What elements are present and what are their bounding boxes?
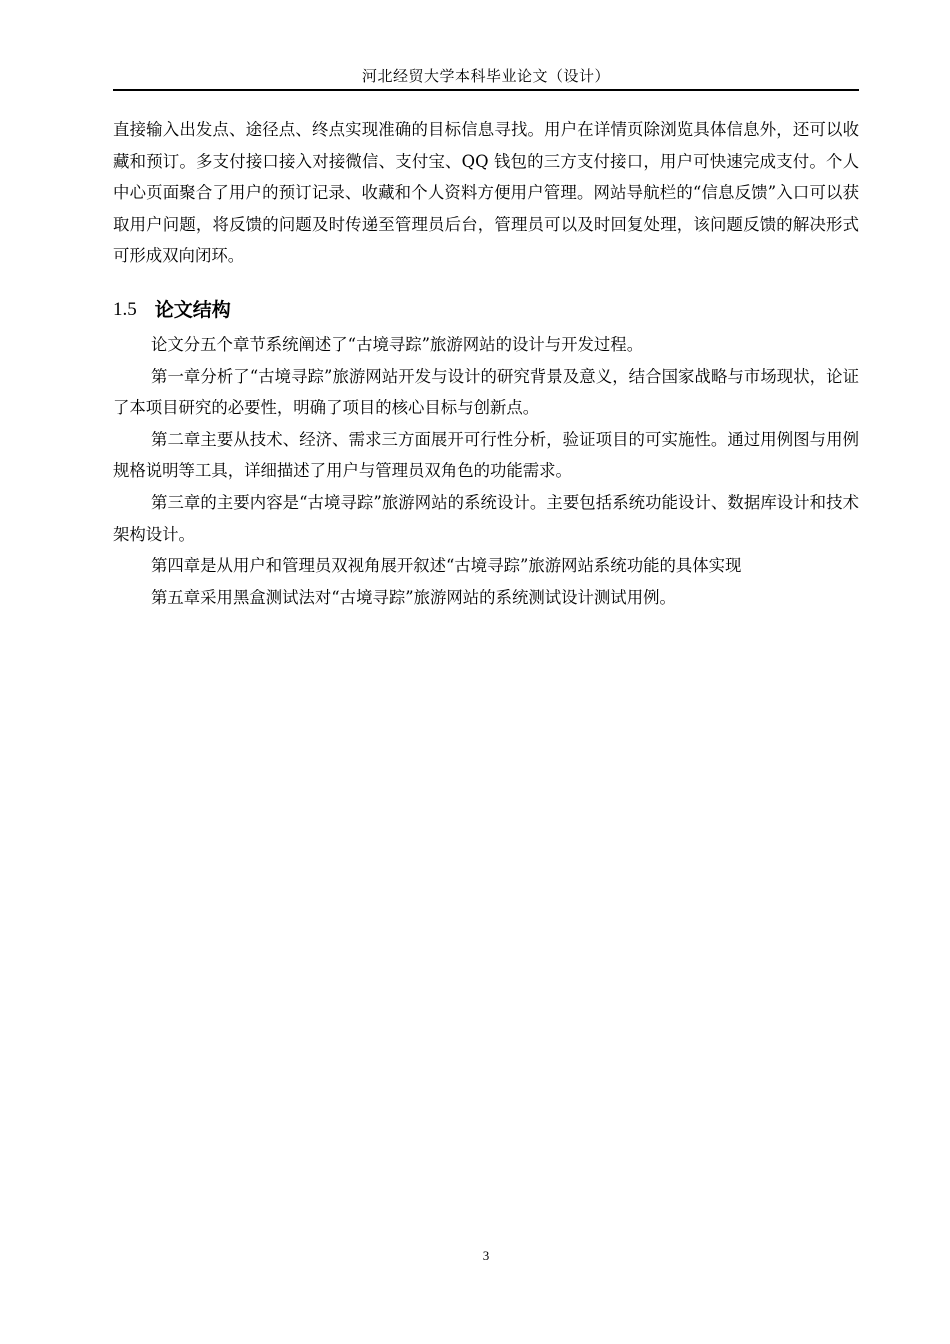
paragraph-chapter-2: 第二章主要从技术、经济、需求三方面展开可行性分析，验证项目的可实施性。通过用例图与用例规格说明等工具，详细描述了用户与管理员双角色的功能需求。 bbox=[113, 429, 859, 481]
continued-paragraph: 直接输入出发点、途径点、终点实现准确的目标信息寻找。用户在详情页除浏览具体信息外，还可以收藏和预订。多支付接口接入对接微信、支付宝、QQ 钱包的三方支付接口，用户可快速完成支付。个人中心页面聚合了用户的预订记录、收藏和个人资料方便用户管理。网站导航栏的“信息反馈”入口可以获取用户问题，将反馈的问题及时传递至管理员后台，管理员可以及时回复处理，该问题反馈的解决形式可形成双向闭环。 bbox=[113, 120, 859, 266]
paragraph-chapter-5: 第五章采用黑盒测试法对“古境寻踪”旅游网站的系统测试设计测试用例。 bbox=[151, 587, 676, 607]
section-title: 论文结构 bbox=[154, 298, 231, 321]
paragraph-chapter-4: 第四章是从用户和管理员双视角展开叙述“古境寻踪”旅游网站系统功能的具体实现 bbox=[151, 556, 742, 576]
section-number: 1.5 bbox=[113, 298, 137, 320]
paragraph-overview: 论文分五个章节系统阐述了“古境寻踪”旅游网站的设计与开发过程。 bbox=[151, 334, 644, 354]
paragraph-chapter-1: 第一章分析了“古境寻踪”旅游网站开发与设计的研究背景及意义，结合国家战略与市场现状，论证了本项目研究的必要性，明确了项目的核心目标与创新点。 bbox=[113, 366, 859, 418]
page-body bbox=[113, 114, 859, 613]
page-number: 3 bbox=[482, 1248, 490, 1263]
header-rule bbox=[113, 89, 859, 91]
paragraph-chapter-3: 第三章的主要内容是“古境寻踪”旅游网站的系统设计。主要包括系统功能设计、数据库设计和技术架构设计。 bbox=[113, 492, 859, 544]
running-header: 河北经贸大学本科毕业论文（设计） bbox=[361, 67, 610, 85]
section-heading bbox=[113, 296, 859, 324]
